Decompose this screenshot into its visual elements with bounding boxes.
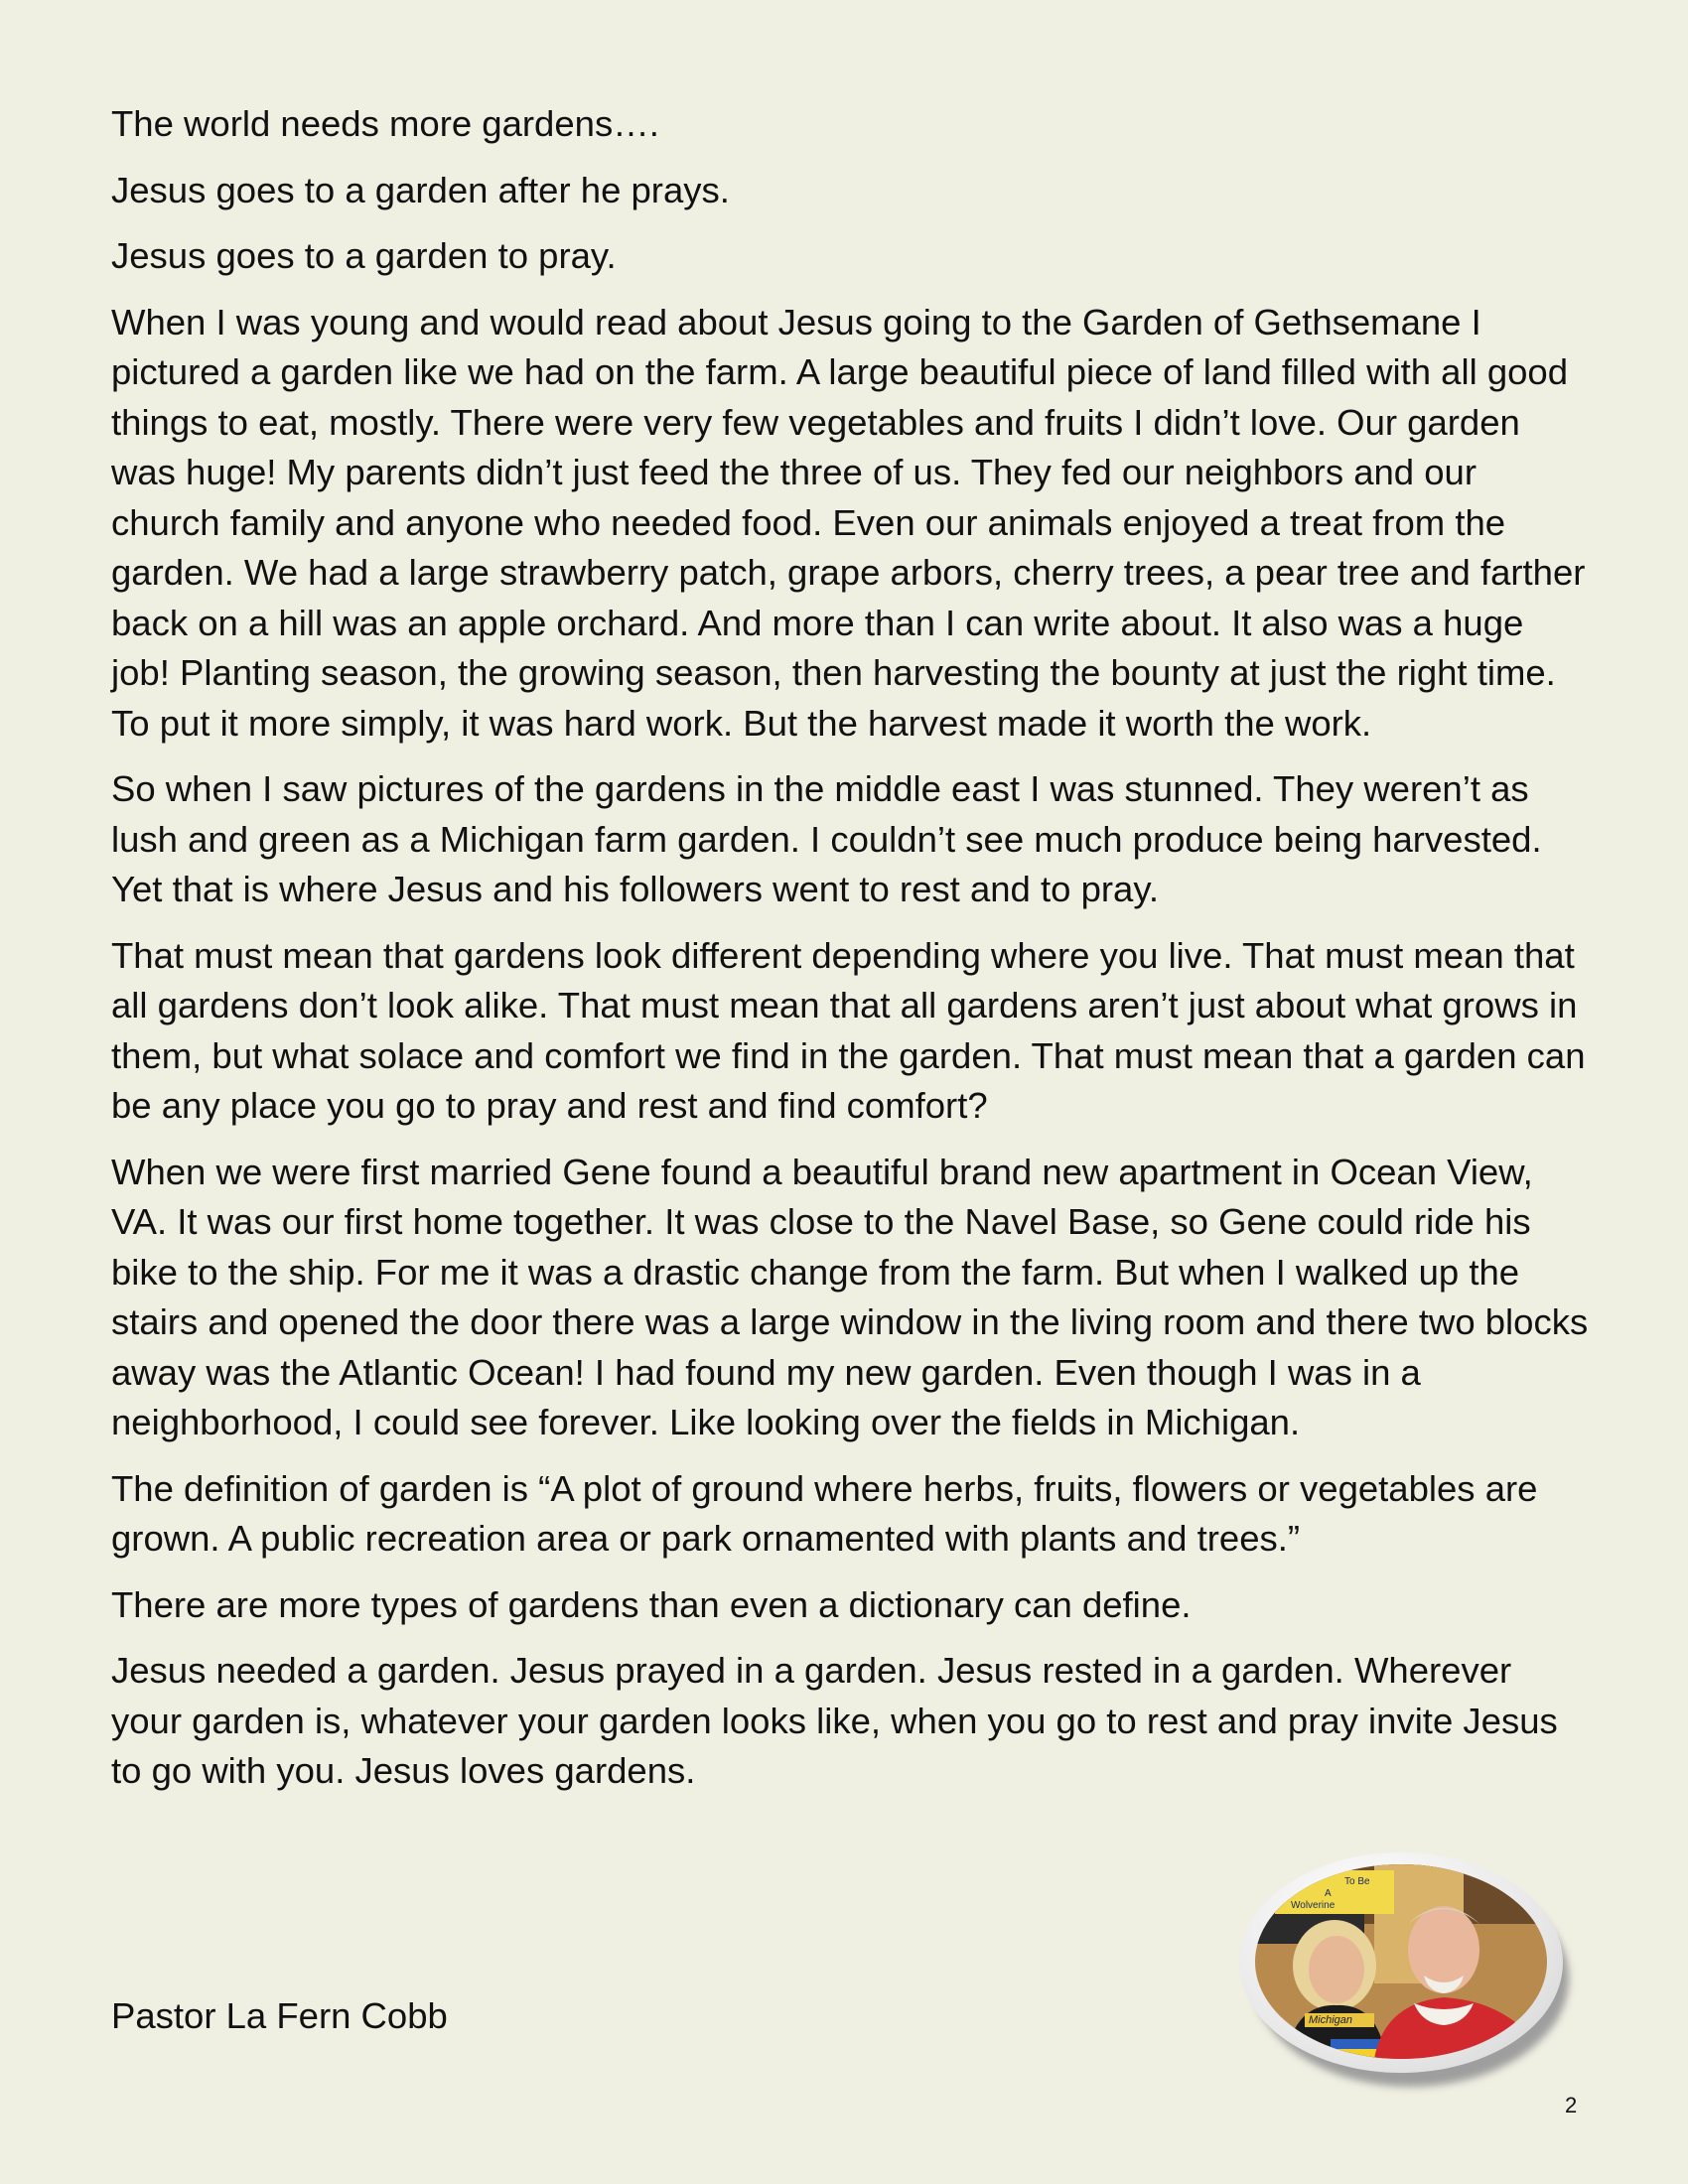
letter-body	[111, 99, 1591, 1813]
paragraph-8: The definition of garden is “A plot of ground where herbs, fruits, flowers or vegetables are grown. A public recreation area or park ornamented with plants and trees.”	[111, 1467, 1538, 1559]
sign-text-2: A	[1325, 1888, 1332, 1899]
shirt-text: Michigan	[1309, 2014, 1353, 2026]
signature: Pastor La Fern Cobb	[111, 1995, 448, 2036]
author-photo-image	[1255, 1864, 1547, 2059]
page-number: 2	[1565, 2093, 1578, 2117]
paragraph-10: Jesus needed a garden. Jesus prayed in a garden. Jesus rested in a garden. Wherever your garden is, whatever your garden looks like, when you go to rest and pray invite Jesus to go with you. Jesus loves gardens.	[111, 1650, 1558, 1791]
paragraph-4: When I was young and would read about Jesus going to the Garden of Gethsemane I pictured a garden like we had on the farm. A large beautiful piece of land filled with all good things to eat, mostly. There were very few vegetables and fruits I didn’t love. Our garden was huge! My parents didn’t just feed the three of us. They fed our neighbors and our church family and anyone who needed food. Even our animals enjoyed a treat from the garden. We had a large strawberry patch, grape arbors, cherry trees, a pear tree and farther back on a hill was an apple orchard. And more than I can write about. It also was a huge job! Planting season, the growing season, then harvesting the bounty at just the right time. To put it more simply, it was hard work. But the harvest made it worth the work.	[111, 301, 1586, 744]
paragraph-5: So when I saw pictures of the gardens in the middle east I was stunned. They weren’t as lush and green as a Michigan farm garden. I couldn’t see much produce being harvested. Yet that is where Jesus and his followers went to rest and to pray.	[111, 768, 1542, 909]
paragraph-7: When we were first married Gene found a beautiful brand new apartment in Ocean View, VA. It was our first home together. It was close to the Navel Base, so Gene could ride his bike to the ship. For me it was a drastic change from the farm. But when I walked up the stairs and opened the door there was a large window in the living room and there two blocks away was the Atlantic Ocean! I had found my new garden. Even though I was in a neighborhood, I could see forever. Like looking over the fields in Michigan.	[111, 1151, 1589, 1442]
paragraph-6: That must mean that gardens look different depending where you live. That must mean that all gardens don’t look alike. That must mean that all gardens aren’t just about what grows in them, but what solace and comfort we find in the garden. That must mean that a garden can be any place you go to pray and rest and find comfort?	[111, 934, 1586, 1126]
paragraph-2: Jesus goes to a garden after he prays.	[111, 169, 730, 210]
sign-text-3: Wolverine	[1291, 1900, 1336, 1911]
author-photo-frame	[1239, 1852, 1577, 2091]
paragraph-1: The world needs more gardens….	[111, 103, 659, 144]
sign-text-1: To Be	[1344, 1876, 1370, 1887]
author-photo	[1255, 1864, 1547, 2059]
paragraph-9: There are more types of gardens than even a dictionary can define.	[111, 1583, 1192, 1625]
paragraph-3: Jesus goes to a garden to pray.	[111, 235, 617, 276]
